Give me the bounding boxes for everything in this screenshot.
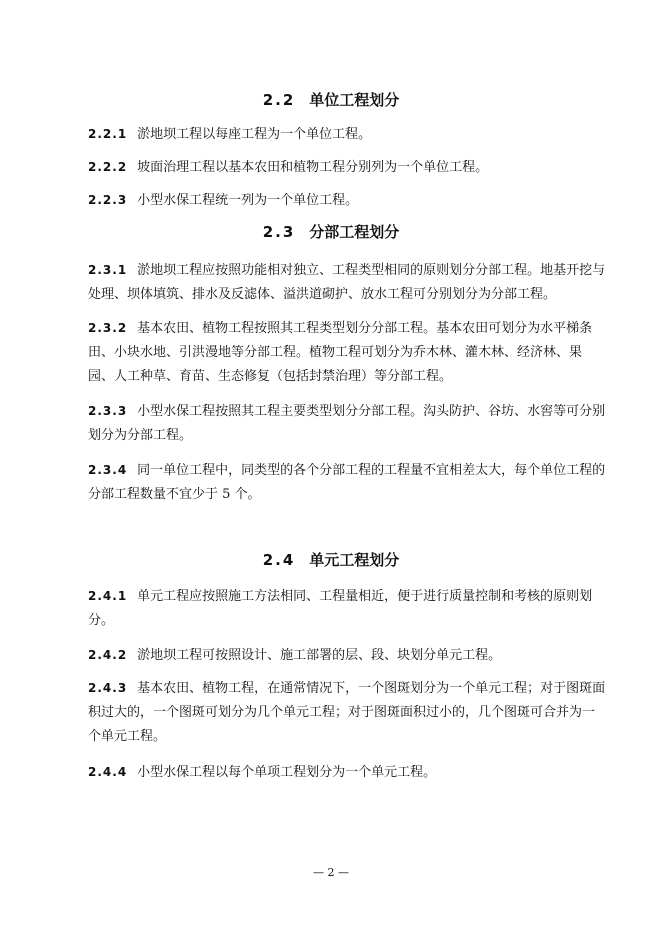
clause-text: 坡面治理工程以基本农田和植物工程分别列为一个单位工程。: [137, 160, 489, 175]
clause-number: 2.3.1: [88, 263, 128, 277]
clause-text: 淤地坝工程以每座工程为一个单位工程。: [137, 127, 372, 142]
clause-number: 2.2.3: [88, 193, 128, 207]
clause-number: 2.4.1: [88, 589, 128, 603]
clause-2-3-3: [88, 399, 606, 448]
clause-text: 单元工程应按照施工方法相同、工程量相近，便于进行质量控制和考核的原则划分。: [88, 589, 593, 628]
clause-text: 小型水保工程统一列为一个单位工程。: [137, 193, 359, 208]
clause-text: 基本农田、植物工程，在通常情况下，一个图斑划分为一个单元工程；对于图斑面积过大的，一个图斑可划分为几个单元工程；对于图斑面积过小的，几个图斑可合并为一个单元工程。: [88, 681, 606, 744]
clause-2-3-4: [88, 458, 606, 507]
section-title-text: 分部工程划分: [309, 223, 400, 241]
clause-text: 淤地坝工程应按照功能相对独立、工程类型相同的原则划分分部工程。地基开挖与处理、坝体填筑、排水及反滤体、溢洪道砌护、放水工程可分别划分为分部工程。: [88, 263, 606, 302]
clause-text: 小型水保工程按照其工程主要类型划分分部工程。沟头防护、谷坊、水窖等可分别划分为分部工程。: [88, 404, 606, 443]
clause-number: 2.4.3: [88, 681, 128, 695]
section-title-text: 单位工程划分: [309, 91, 400, 109]
clause-text: 基本农田、植物工程按照其工程类型划分分部工程。基本农田可划分为水平梯条田、小块水地、引洪漫地等分部工程。植物工程可划分为乔木林、灌木林、经济林、果园、人工种草、育苗、生态修复（包括封禁治理）等分部工程。: [88, 321, 593, 384]
clause-number: 2.2.1: [88, 127, 128, 141]
section-number: 2.4: [262, 551, 296, 569]
clause-text: 淤地坝工程可按照设计、施工部署的层、段、块划分单元工程。: [137, 648, 502, 663]
clause-2-4-4: [88, 760, 606, 785]
section-heading-2-3: [0, 222, 662, 242]
clause-2-4-2: [88, 643, 606, 668]
clause-2-2-2: [88, 155, 606, 180]
section-number: 2.2: [262, 91, 296, 109]
clause-number: 2.4.4: [88, 765, 128, 779]
section-title-text: 单元工程划分: [309, 551, 400, 569]
clause-2-2-3: [88, 188, 606, 213]
clause-number: 2.2.2: [88, 160, 128, 174]
clause-2-4-1: [88, 584, 606, 633]
section-heading-2-4: [0, 550, 662, 570]
clause-text: 小型水保工程以每个单项工程划分为一个单元工程。: [137, 765, 437, 780]
clause-2-3-2: [88, 316, 606, 389]
clause-2-3-1: [88, 258, 606, 307]
clause-number: 2.3.2: [88, 321, 128, 335]
section-heading-2-2: [0, 90, 662, 110]
page-number: — 2 —: [313, 866, 349, 879]
clause-number: 2.4.2: [88, 648, 128, 662]
section-number: 2.3: [262, 223, 296, 241]
clause-text: 同一单位工程中，同类型的各个分部工程的工程量不宜相差太大，每个单位工程的分部工程数量不宜少于 5 个。: [88, 463, 606, 502]
clause-number: 2.3.4: [88, 463, 128, 477]
clause-2-2-1: [88, 122, 606, 147]
clause-2-4-3: [88, 676, 606, 749]
clause-number: 2.3.3: [88, 404, 128, 418]
